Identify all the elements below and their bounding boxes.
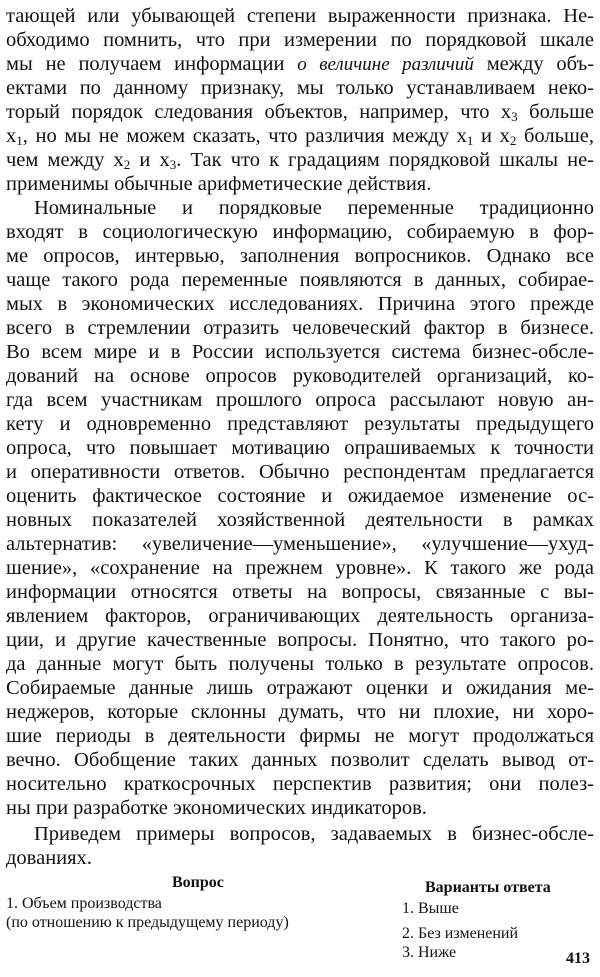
text-line: дований на основе опросов руководителей организаций, ко-: [6, 365, 594, 387]
text-line: Собираемые данные лишь отражают оценки и ожидания ме-: [6, 677, 594, 699]
text-line: альтернатив: «увеличение—уменьшение», «улучшение—ухуд-: [6, 533, 594, 555]
text-line: ме опросов, интервью, заполнения вопросников. Однако все: [6, 245, 594, 267]
text-line: гда всем участникам прошлого опроса рассылают новую ан-: [6, 389, 594, 411]
text-line: да данные могут быть получены только в результате опросов.: [6, 653, 594, 675]
page-number: 413: [566, 950, 590, 967]
text-line: [6, 100, 594, 124]
subscript: 3: [169, 157, 177, 172]
subscript: 3: [511, 109, 518, 124]
text-line: ции, и другие качественные вопросы. Понятно, что такого ро-: [6, 629, 594, 651]
text-line: шение», «сохранение на прежнем уровне». К такого же рода: [6, 557, 594, 579]
text-span: , но мы не можем сказать, что различия между x: [22, 125, 467, 147]
text-span: . Так что к градациям порядковой шкалы не-: [176, 149, 594, 171]
text-line: Приведем примеры вопросов, задаваемых в бизнес-обсле-: [34, 823, 594, 845]
text-line: дованиях.: [6, 847, 92, 869]
subscript: 1: [466, 133, 474, 148]
answer-option: 2. Без изменений: [402, 925, 519, 942]
text-line: [6, 124, 594, 148]
text-line: вечно. Обобщение таких данных позволит сделать вывод от-: [6, 749, 594, 771]
text-line: всего в стремлении отразить человеческий фактор в бизнесе.: [6, 317, 594, 339]
text-line: новных показателей хозяйственной деятельности в рамках: [6, 509, 594, 531]
text-span: и x: [139, 149, 170, 171]
answer-option: 1. Выше: [402, 900, 459, 917]
text-line: ны при разработке экономических индикаторов.: [6, 797, 427, 819]
question-text: 1. Объем производства: [6, 895, 162, 912]
text-line: носительно краткосрочных перспектив развития; они полез-: [6, 773, 594, 795]
text-line: [6, 52, 594, 77]
answer-column-header: Варианты ответа: [425, 879, 551, 896]
text-line: явлением факторов, ограничивающих деятельность организа-: [6, 605, 594, 627]
text-line: шие периоды в деятельности фирмы не могут продолжаться: [6, 725, 594, 747]
text-line: чаще такого рода переменные появляются в данных, собирае-: [6, 269, 594, 291]
text-span: и x: [481, 125, 510, 147]
text-span: x: [6, 125, 17, 147]
text-line: оценить фактическое состояние и ожидаемое изменение ос-: [6, 485, 594, 507]
text-span: больше: [529, 101, 595, 123]
text-line: применимы обычные арифметические действия.: [6, 173, 432, 195]
text-line: информации относятся ответы на вопросы, связанные с вы-: [6, 581, 594, 603]
text-line: Во всем мире и в России используется система бизнес-обсле-: [6, 341, 594, 363]
text-line: Номинальные и порядковые переменные традиционно: [34, 197, 594, 219]
subscript: 1: [16, 133, 23, 148]
text-line: [6, 148, 594, 172]
question-subtext: (по отношению к предыдущему периоду): [6, 914, 289, 931]
text-span: торый порядок следования объектов, например, что x: [6, 101, 512, 123]
text-span: между объ-: [486, 53, 595, 75]
question-column-header: Вопрос: [172, 874, 224, 891]
text-span: чем между x: [6, 149, 124, 171]
text-line: ектами по данному признаку, мы только устанавливаем неко-: [6, 77, 594, 99]
subscript: 2: [509, 133, 517, 148]
text-span: больше,: [524, 125, 594, 147]
text-line: обходимо помнить, что при измерении по порядковой шкале: [6, 29, 594, 51]
text-span: мы не получаем информации: [6, 53, 285, 75]
text-line: входят в социологическую информацию, собираемую в фор-: [6, 221, 594, 243]
text-line: тающей или убывающей степени выраженности признака. Не-: [6, 5, 594, 27]
text-line: и оперативности ответов. Обычно респондентам предлагается: [6, 461, 594, 483]
subscript: 2: [123, 157, 131, 172]
answer-option: 3. Ниже: [402, 944, 457, 961]
text-line: неджеров, которые склонны думать, что ни плохие, ни хоро-: [6, 701, 594, 723]
text-line: мых в экономических исследованиях. Причина этого прежде: [6, 293, 594, 315]
italic-phrase: о величине различий: [297, 54, 474, 75]
text-line: опроса, что повышает мотивацию опрашиваемых к точности: [6, 437, 594, 459]
text-line: кету и одновременно представляют результаты предыдущего: [6, 413, 594, 435]
